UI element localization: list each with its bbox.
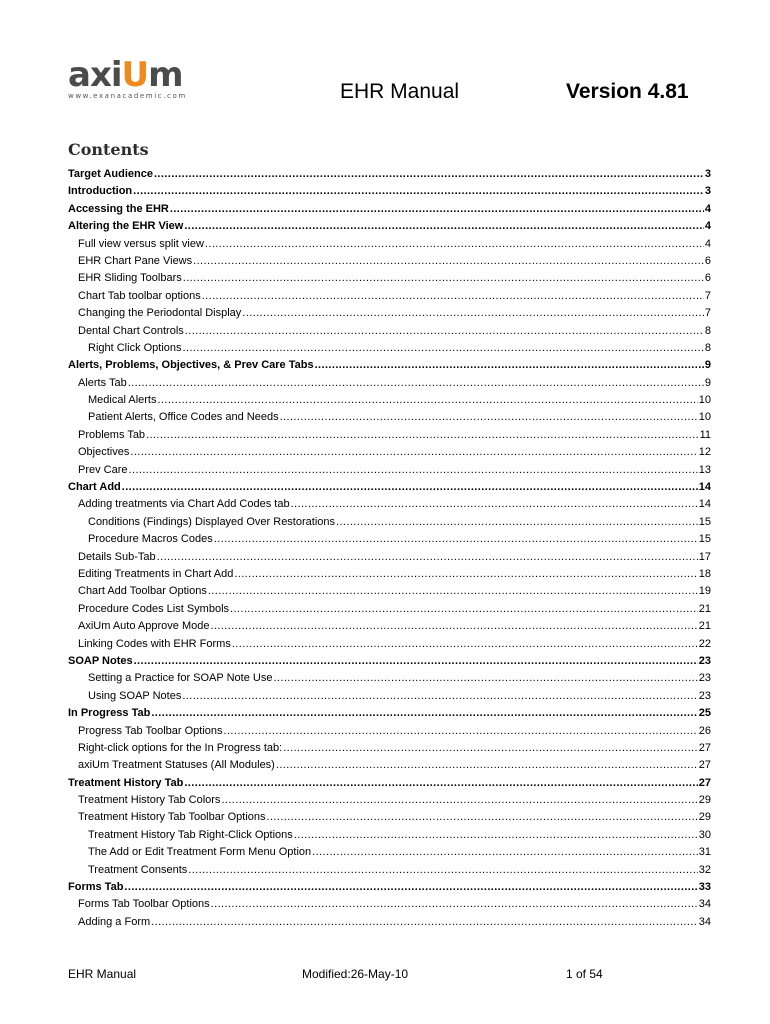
footer-modified-date: Modified:26-May-10 <box>302 967 409 981</box>
toc-entry-page[interactable]: 8 <box>704 341 711 354</box>
toc-entry-page[interactable]: 15 <box>698 515 711 528</box>
toc-entry-page[interactable]: 27 <box>698 776 711 789</box>
toc-entry-title[interactable]: Treatment History Tab Colors <box>78 794 221 807</box>
toc-entry-title[interactable]: Forms Tab <box>68 881 124 894</box>
toc-entry-page[interactable]: 4 <box>704 220 711 233</box>
toc-dot-leader <box>211 896 698 913</box>
toc-entry-page[interactable]: 29 <box>698 811 711 824</box>
toc-entry[interactable] <box>68 288 711 305</box>
toc-entry-page[interactable]: 27 <box>698 741 711 754</box>
logo-highlight: U <box>121 55 149 95</box>
toc-entry-page[interactable]: 10 <box>698 394 711 407</box>
toc-entry-page[interactable]: 23 <box>698 654 711 667</box>
toc-dot-leader <box>128 375 704 392</box>
toc-dot-leader <box>170 201 704 218</box>
toc-dot-leader <box>146 427 699 444</box>
toc-dot-leader <box>267 809 698 826</box>
toc-entry-title[interactable]: Adding a Form <box>78 915 151 928</box>
toc-entry[interactable] <box>68 879 711 896</box>
toc-dot-leader <box>283 740 698 757</box>
toc-entry[interactable] <box>68 496 711 513</box>
toc-dot-leader <box>232 636 698 653</box>
toc-entry-title[interactable]: Treatment History Tab Toolbar Options <box>78 811 266 824</box>
toc-entry[interactable] <box>68 392 711 409</box>
toc-entry-title[interactable]: Accessing the EHR <box>68 202 169 215</box>
toc-entry-page[interactable]: 17 <box>698 550 711 563</box>
toc-entry[interactable] <box>68 827 711 844</box>
toc-dot-leader <box>205 236 704 253</box>
toc-entry[interactable] <box>68 166 711 183</box>
toc-entry-title[interactable]: Chart Add Toolbar Options <box>78 585 207 598</box>
toc-entry-page[interactable]: 9 <box>704 376 711 389</box>
toc-entry-page[interactable]: 6 <box>704 272 711 285</box>
document-version: Version 4.81 <box>566 80 689 103</box>
toc-entry-title[interactable]: Medical Alerts <box>88 394 157 407</box>
toc-entry-page[interactable]: 23 <box>698 689 711 702</box>
toc-entry-page[interactable]: 7 <box>704 289 711 302</box>
toc-entry[interactable] <box>68 357 711 374</box>
toc-entry-title[interactable]: Altering the EHR View <box>68 220 184 233</box>
toc-entry[interactable] <box>68 427 711 444</box>
toc-entry-title[interactable]: The Add or Edit Treatment Form Menu Option <box>88 846 312 859</box>
toc-entry-title[interactable]: Problems Tab <box>78 428 146 441</box>
toc-dot-leader <box>336 514 698 531</box>
document-title: EHR Manual <box>340 80 460 103</box>
toc-entry-page[interactable]: 21 <box>698 620 711 633</box>
toc-entry-page[interactable]: 22 <box>698 637 711 650</box>
toc-entry-page[interactable]: 3 <box>704 185 711 198</box>
toc-entry-title[interactable]: Objectives <box>78 446 130 459</box>
toc-entry-page[interactable]: 9 <box>704 359 711 372</box>
toc-dot-leader <box>154 166 704 183</box>
toc-entry-title[interactable]: EHR Sliding Toolbars <box>78 272 182 285</box>
toc-entry[interactable] <box>68 218 711 235</box>
toc-entry-page[interactable]: 13 <box>698 463 711 476</box>
toc-entry-title[interactable]: SOAP Notes <box>68 654 133 667</box>
toc-entry[interactable] <box>68 862 711 879</box>
toc-entry-title[interactable]: Dental Chart Controls <box>78 324 184 337</box>
toc-dot-leader <box>157 392 697 409</box>
toc-entry[interactable] <box>68 618 711 635</box>
toc-dot-leader <box>184 218 704 235</box>
axium-logo <box>68 55 187 104</box>
toc-dot-leader <box>182 688 697 705</box>
toc-entry[interactable] <box>68 809 711 826</box>
toc-dot-leader <box>312 844 698 861</box>
toc-entry[interactable] <box>68 305 711 322</box>
toc-entry[interactable] <box>68 549 711 566</box>
toc-entry[interactable] <box>68 462 711 479</box>
toc-entry-title[interactable]: Treatment History Tab <box>68 776 184 789</box>
toc-dot-leader <box>294 827 698 844</box>
toc-dot-leader <box>122 479 698 496</box>
toc-entry-title[interactable]: Forms Tab Toolbar Options <box>78 898 210 911</box>
toc-dot-leader <box>276 757 698 774</box>
toc-entry-title[interactable]: Target Audience <box>68 168 153 180</box>
toc-dot-leader <box>315 357 704 374</box>
toc-entry[interactable] <box>68 409 711 426</box>
toc-dot-leader <box>185 323 704 340</box>
toc-dot-leader <box>208 583 698 600</box>
toc-entry-title[interactable]: Alerts, Problems, Objectives, & Prev Care Tabs <box>68 359 314 372</box>
toc-entry-page[interactable]: 18 <box>698 567 711 580</box>
toc-dot-leader <box>184 775 697 792</box>
toc-dot-leader <box>183 340 704 357</box>
toc-entry[interactable] <box>68 253 711 270</box>
toc-dot-leader <box>151 914 698 931</box>
toc-entry-page[interactable]: 19 <box>698 585 711 598</box>
toc-dot-leader <box>221 792 697 809</box>
table-of-contents <box>68 166 711 931</box>
toc-entry[interactable] <box>68 914 711 931</box>
toc-dot-leader <box>224 723 698 740</box>
toc-dot-leader <box>214 531 698 548</box>
toc-entry[interactable] <box>68 636 711 653</box>
toc-dot-leader <box>273 670 697 687</box>
toc-entry-page[interactable]: 6 <box>704 254 711 267</box>
toc-entry-title[interactable]: In Progress Tab <box>68 707 151 720</box>
toc-entry-title[interactable]: Right-click options for the In Progress tab: <box>78 741 283 754</box>
toc-entry-title[interactable]: Progress Tab Toolbar Options <box>78 724 223 737</box>
toc-entry-page[interactable]: 11 <box>699 428 711 441</box>
toc-dot-leader <box>133 183 704 200</box>
toc-entry-page[interactable]: 33 <box>698 881 711 894</box>
toc-dot-leader <box>202 288 704 305</box>
toc-entry-title[interactable]: Alerts Tab <box>78 376 127 389</box>
toc-entry[interactable] <box>68 183 711 200</box>
toc-entry-page[interactable]: 12 <box>698 446 711 459</box>
toc-dot-leader <box>157 549 698 566</box>
toc-entry-page[interactable]: 14 <box>698 498 711 511</box>
toc-entry-page[interactable]: 25 <box>698 707 711 720</box>
toc-entry-title[interactable]: Full view versus split view <box>78 237 204 250</box>
toc-dot-leader <box>291 496 698 513</box>
toc-dot-leader <box>210 618 697 635</box>
toc-entry-page[interactable]: 10 <box>698 411 711 424</box>
toc-entry[interactable] <box>68 479 711 496</box>
toc-entry-title[interactable]: Right Click Options <box>88 341 182 354</box>
toc-entry[interactable] <box>68 323 711 340</box>
toc-entry-page[interactable]: 27 <box>698 759 711 772</box>
toc-entry-page[interactable]: 7 <box>704 307 711 320</box>
toc-entry[interactable] <box>68 723 711 740</box>
toc-entry-page[interactable]: 34 <box>698 898 711 911</box>
toc-entry-title[interactable]: Procedure Macros Codes <box>88 533 213 546</box>
footer-document-name: EHR Manual <box>68 967 137 981</box>
logo-url: www.exanacademic.com <box>68 92 187 100</box>
toc-entry[interactable] <box>68 740 711 757</box>
toc-entry[interactable] <box>68 757 711 774</box>
logo-prefix: axi <box>68 55 122 95</box>
toc-entry[interactable] <box>68 705 711 722</box>
toc-entry-title[interactable]: Editing Treatments in Chart Add <box>78 567 234 580</box>
toc-entry[interactable] <box>68 844 711 861</box>
toc-entry-title[interactable]: AxiUm Auto Approve Mode <box>78 620 210 633</box>
toc-entry[interactable] <box>68 653 711 670</box>
toc-entry-page[interactable]: 29 <box>698 794 711 807</box>
toc-entry[interactable] <box>68 270 711 287</box>
toc-entry-page[interactable]: 26 <box>698 724 711 737</box>
toc-entry-page[interactable]: 34 <box>698 915 711 928</box>
toc-entry-title[interactable]: Using SOAP Notes <box>88 689 182 702</box>
toc-entry[interactable] <box>68 896 711 913</box>
toc-entry[interactable] <box>68 201 711 218</box>
toc-dot-leader <box>151 705 697 722</box>
toc-entry[interactable] <box>68 670 711 687</box>
toc-dot-leader <box>134 653 698 670</box>
toc-entry[interactable] <box>68 583 711 600</box>
footer-page-number: 1 of 54 <box>566 967 603 981</box>
toc-entry-page[interactable]: 4 <box>704 237 711 250</box>
toc-entry-title[interactable]: Procedure Codes List Symbols <box>78 602 230 615</box>
toc-dot-leader <box>193 253 704 270</box>
toc-entry-page[interactable]: 21 <box>698 602 711 615</box>
toc-entry[interactable] <box>68 566 711 583</box>
toc-entry-title[interactable]: Chart Add <box>68 481 121 494</box>
toc-entry[interactable] <box>68 688 711 705</box>
toc-entry-page[interactable]: 23 <box>698 672 711 685</box>
toc-dot-leader <box>183 270 704 287</box>
toc-dot-leader <box>130 444 697 461</box>
toc-dot-leader <box>129 462 698 479</box>
toc-entry[interactable] <box>68 792 711 809</box>
toc-entry[interactable] <box>68 236 711 253</box>
toc-entry[interactable] <box>68 340 711 357</box>
toc-dot-leader <box>230 601 698 618</box>
toc-entry-title[interactable]: EHR Chart Pane Views <box>78 254 193 267</box>
toc-entry-title[interactable]: Introduction <box>68 185 133 198</box>
toc-dot-leader <box>124 879 697 896</box>
toc-entry[interactable] <box>68 514 711 531</box>
toc-entry-title[interactable]: Treatment Consents <box>88 863 188 876</box>
toc-entry-title[interactable]: Details Sub-Tab <box>78 550 156 563</box>
toc-entry-title[interactable]: Treatment History Tab Right-Click Options <box>88 828 293 841</box>
toc-entry-title[interactable]: axiUm Treatment Statuses (All Modules) <box>78 759 275 772</box>
logo-suffix: m <box>148 55 183 95</box>
toc-dot-leader <box>280 409 698 426</box>
toc-entry-title[interactable]: Conditions (Findings) Displayed Over Restorations <box>88 515 335 528</box>
logo-wordmark <box>68 55 183 95</box>
toc-dot-leader <box>242 305 704 322</box>
toc-entry[interactable] <box>68 601 711 618</box>
toc-entry-title[interactable]: Linking Codes with EHR Forms <box>78 637 231 650</box>
toc-entry[interactable] <box>68 531 711 548</box>
toc-entry-title[interactable]: Patient Alerts, Office Codes and Needs <box>88 411 279 424</box>
toc-entry[interactable] <box>68 775 711 792</box>
toc-entry[interactable] <box>68 444 711 461</box>
toc-entry-title[interactable]: Chart Tab toolbar options <box>78 289 201 302</box>
toc-entry-page[interactable]: 31 <box>698 846 711 859</box>
toc-entry-page[interactable]: 15 <box>698 533 711 546</box>
toc-entry-title[interactable]: Prev Care <box>78 463 128 476</box>
toc-dot-leader <box>234 566 697 583</box>
toc-entry-page[interactable]: 3 <box>704 168 711 180</box>
toc-entry-page[interactable]: 14 <box>698 481 711 494</box>
toc-entry-page[interactable]: 30 <box>698 828 711 841</box>
contents-heading: Contents <box>68 140 149 159</box>
toc-entry-page[interactable]: 8 <box>704 324 711 337</box>
toc-entry-title[interactable]: Adding treatments via Chart Add Codes tab <box>78 498 290 511</box>
toc-entry-page[interactable]: 32 <box>698 863 711 876</box>
toc-entry[interactable] <box>68 375 711 392</box>
toc-dot-leader <box>188 862 698 879</box>
toc-entry-page[interactable]: 4 <box>704 202 711 215</box>
toc-entry-title[interactable]: Setting a Practice for SOAP Note Use <box>88 672 273 685</box>
toc-entry-title[interactable]: Changing the Periodontal Display <box>78 307 242 320</box>
